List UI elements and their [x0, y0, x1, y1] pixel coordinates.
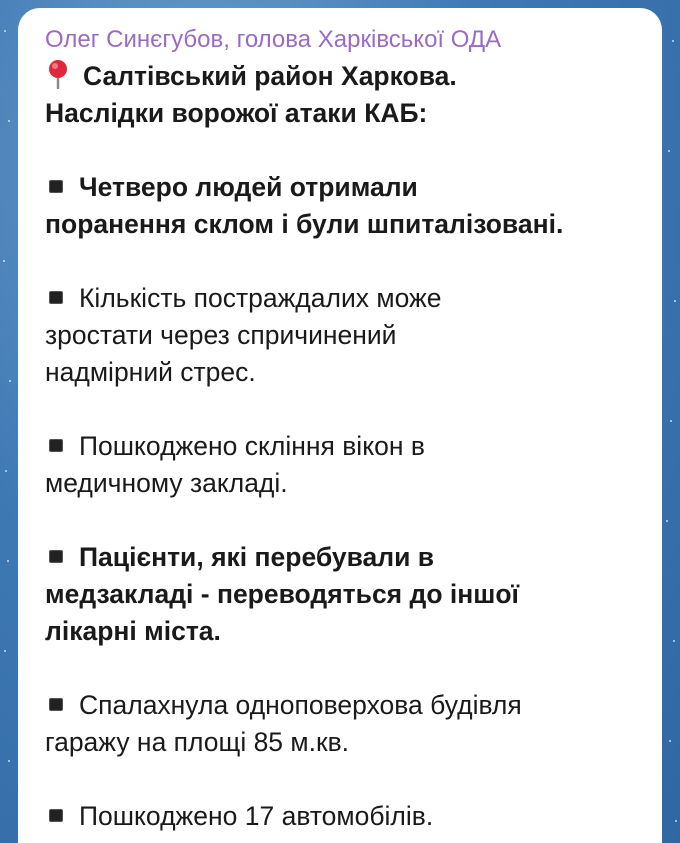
- black-small-square-icon: [49, 180, 63, 193]
- bullet-item-line: [45, 317, 640, 354]
- bullet-item-line: [45, 428, 640, 465]
- bullet-item-text: Четверо людей отримали: [79, 172, 418, 202]
- bullet-item-text: Кількість постраждалих може: [79, 283, 442, 313]
- bullet-item-line: [45, 354, 640, 391]
- bullet-item-line: [45, 798, 640, 835]
- paragraph-gap: [45, 243, 640, 280]
- bullet-item-text: Спалахнула одноповерхова будівля: [79, 690, 522, 720]
- background-star: [674, 300, 676, 302]
- paragraph-gap: [45, 132, 640, 169]
- bullet-item-line: [45, 539, 640, 576]
- bullet-item-text: гаражу на площі 85 м.кв.: [45, 727, 350, 757]
- bullet-item-line: [45, 613, 640, 650]
- bullet-item-line: [45, 687, 640, 724]
- black-small-square-icon: [49, 698, 63, 711]
- bullet-item-text: Пошкоджено 17 автомобілів.: [79, 801, 434, 831]
- message-text: [45, 58, 640, 835]
- background-star: [9, 380, 11, 382]
- bullet-item: [45, 687, 640, 761]
- paragraph-gap: [45, 650, 640, 687]
- black-small-square-icon: [49, 291, 63, 304]
- paragraph-gap: [45, 502, 640, 539]
- bullet-item-text: Пацієнти, які перебували в: [79, 542, 435, 572]
- bullet-item-line: [45, 576, 640, 613]
- bullet-item-line: [45, 465, 640, 502]
- bullet-item: [45, 169, 640, 243]
- bullet-item-line: [45, 206, 640, 243]
- bullet-item-text: медзакладі - переводяться до іншої: [45, 579, 519, 609]
- round-pushpin-icon: [45, 59, 71, 89]
- bullet-item-text: медичному закладі.: [45, 468, 288, 498]
- bullet-item-text: Пошкоджено скління вікон в: [79, 431, 425, 461]
- black-small-square-icon: [49, 809, 63, 822]
- background-star: [669, 740, 671, 742]
- background-star: [7, 560, 9, 562]
- bullet-item-text: поранення склом і були шпиталізовані.: [45, 209, 564, 239]
- bullet-list: [45, 132, 640, 835]
- background-star: [8, 120, 10, 122]
- bullet-item-text: надмірний стрес.: [45, 357, 256, 387]
- black-small-square-icon: [49, 550, 63, 563]
- background-star: [668, 150, 670, 152]
- background-star: [4, 30, 6, 32]
- background-star: [673, 640, 675, 642]
- header-line: Наслідки ворожої атаки КАБ:: [45, 98, 428, 128]
- bullet-item-line: [45, 169, 640, 206]
- bullet-item: [45, 798, 640, 835]
- paragraph-gap: [45, 391, 640, 428]
- bullet-item-line: [45, 280, 640, 317]
- background-star: [8, 760, 10, 762]
- background-star: [675, 820, 677, 822]
- paragraph-gap: [45, 761, 640, 798]
- bullet-item: [45, 539, 640, 650]
- sender-name[interactable]: Олег Синєгубов, голова Харківської ОДА: [45, 26, 502, 53]
- black-small-square-icon: [49, 439, 63, 452]
- background-star: [672, 40, 674, 42]
- bullet-item-line: [45, 724, 640, 761]
- background-star: [666, 520, 668, 522]
- bullet-item-text: зростати через спричинений: [45, 320, 397, 350]
- bullet-item-text: лікарні міста.: [45, 616, 221, 646]
- header-line: Салтівський район Харкова.: [45, 58, 640, 95]
- bullet-item: [45, 428, 640, 502]
- background-star: [670, 420, 672, 422]
- bullet-item: [45, 280, 640, 391]
- background-star: [5, 470, 7, 472]
- background-star: [3, 260, 5, 262]
- background-star: [4, 650, 6, 652]
- message-bubble[interactable]: [18, 8, 662, 843]
